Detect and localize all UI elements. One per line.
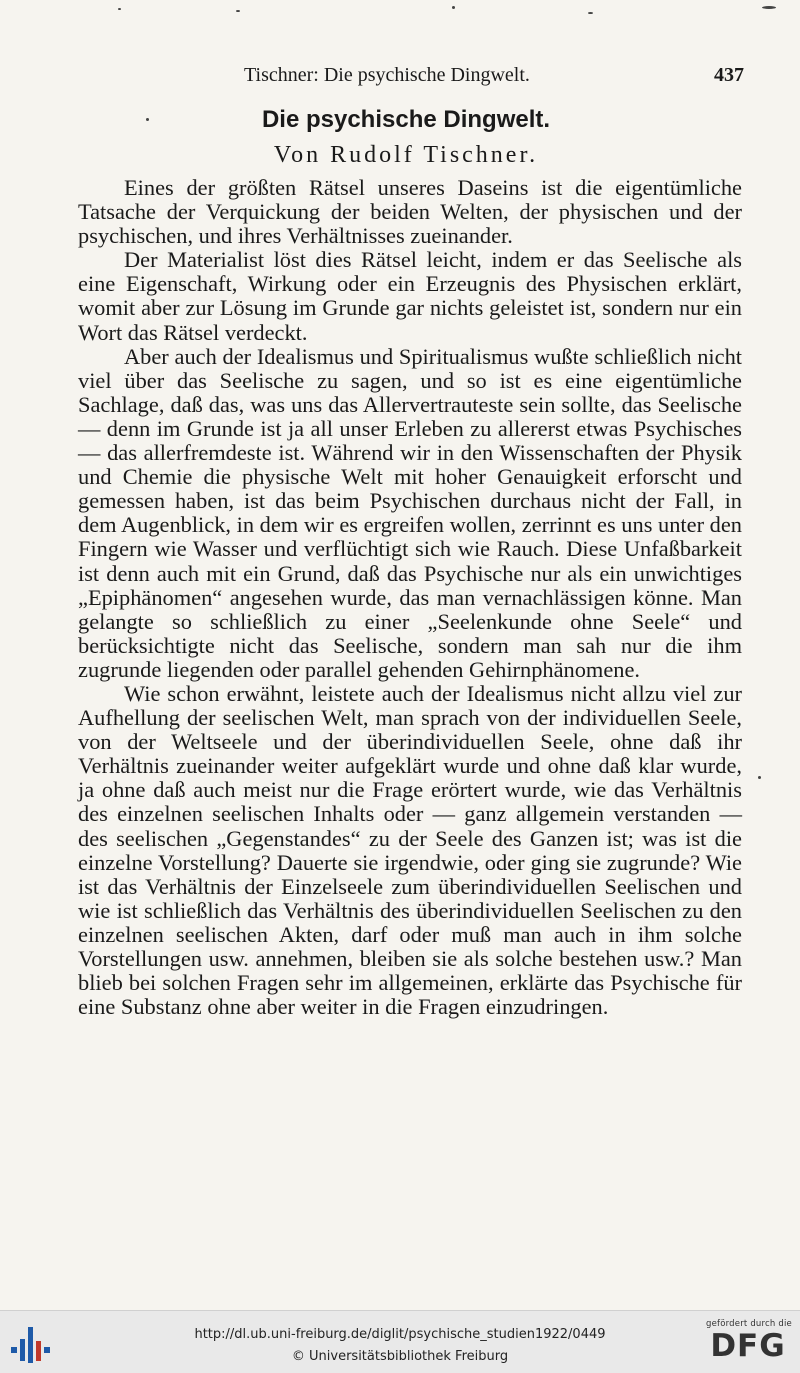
scan-speck — [758, 776, 761, 779]
article-body — [78, 176, 742, 1019]
source-url-link[interactable]: http://dl.ub.uni-freiburg.de/diglit/psychische_studien1922/0449 — [194, 1327, 606, 1342]
page-number: 437 — [714, 64, 744, 86]
scan-speck — [118, 8, 121, 10]
paragraph: Eines der größten Rätsel unseres Daseins ist die eigentümliche Tatsache der Verquickung der beiden Welten, der physischen und der psychischen, und ihres Verhältnisses zueinander. — [78, 175, 742, 249]
paragraph: Der Materialist löst dies Rätsel leicht, indem er das Seelische als eine Eigenschaft, Wirkung oder ein Erzeugnis des Physischen erklärt, womit aber zur Lösung im Grunde gar nichts geleistet ist, sondern nur ein Wort das Rätsel verdeckt. — [78, 247, 742, 345]
paragraph: Wie schon erwähnt, leistete auch der Idealismus nicht allzu viel zur Aufhellung der seelischen Welt, man sprach von der individuellen Seele, von der Weltseele und der überindividuellen Seele, ohne daß ihr Verhältnis zueinander weiter aufgeklärt wurde und ohne daß klar wurde, ja ohne daß auch meist nur die Frage erörtert wurde, wie das Verhältnis des einzelnen seelischen Inhalts oder — ganz allgemein verstanden — des seelischen „Gegenstandes“ zu der Seele des Ganzen ist; was ist die einzelne Vorstellung? Dauerte sie irgendwie, oder ging sie zugrunde? Wie ist das Verhältnis der Einzelseele zum überindividuellen Seelischen und wie ist schließlich das Verhältnis des überindividuellen Seelischen zu den einzelnen seelischen Akten, darf oder muß man auch in ihm solche Vorstellungen usw. annehmen, bleiben sie als solche bestehen usw.? Man blieb bei solchen Fragen sehr im allgemeinen, erklärte das Psychische für eine Substanz ohne aber weiter in die Fragen einzudringen. — [78, 680, 742, 1020]
copyright-text: © Universitätsbibliothek Freiburg — [291, 1349, 509, 1364]
running-head — [76, 64, 744, 92]
dfg-logo-icon: DFG — [710, 1328, 786, 1364]
dfg-caption: gefördert durch die — [706, 1319, 792, 1329]
scan-speck — [236, 10, 240, 12]
paragraph: Aber auch der Idealismus und Spiritualismus wußte schließlich nicht viel über das Seelische zu sagen, und so ist es eine eigentümliche Sachlage, daß das, was uns das Allervertrauteste sein sollte, das Seelische — denn im Grunde ist ja all unser Erleben zu allererst etwas Psychisches — das allerfremdeste ist. Während wir in den Wissenschaften der Physik und Chemie die physische Welt mit hoher Genauigkeit erforscht und gemessen haben, ist das beim Psychischen durchaus nicht der Fall, in dem Augenblick, in dem wir es ergreifen wollen, zerrinnt es uns unter den Fingern wie Wasser und verflüchtigt sich wie Rauch. Diese Unfaßbarkeit ist denn auch mit ein Grund, daß das Psychische nur als ein unwichtiges „Epiphänomen“ angesehen wurde, das man vernachlässigen könne. Man gelangte so schließlich zu einer „Seelenkunde ohne Seele“ und berücksichtigte nicht das Seelische, sondern man sah nur die ihm zugrunde liegenden oder parallel gehenden Gehirnphänomene. — [78, 343, 742, 682]
ub-freiburg-logo-icon — [10, 1325, 52, 1365]
dfg-logo — [706, 1319, 790, 1363]
running-head-title: Tischner: Die psychische Dingwelt. — [244, 64, 530, 86]
viewer-footer — [0, 1310, 800, 1373]
scan-speck — [762, 6, 776, 9]
scan-speck — [452, 6, 455, 9]
article-author: Von Rudolf Tischner. — [273, 142, 539, 168]
article-title: Die psychische Dingwelt. — [261, 106, 551, 133]
scan-speck — [588, 12, 593, 14]
